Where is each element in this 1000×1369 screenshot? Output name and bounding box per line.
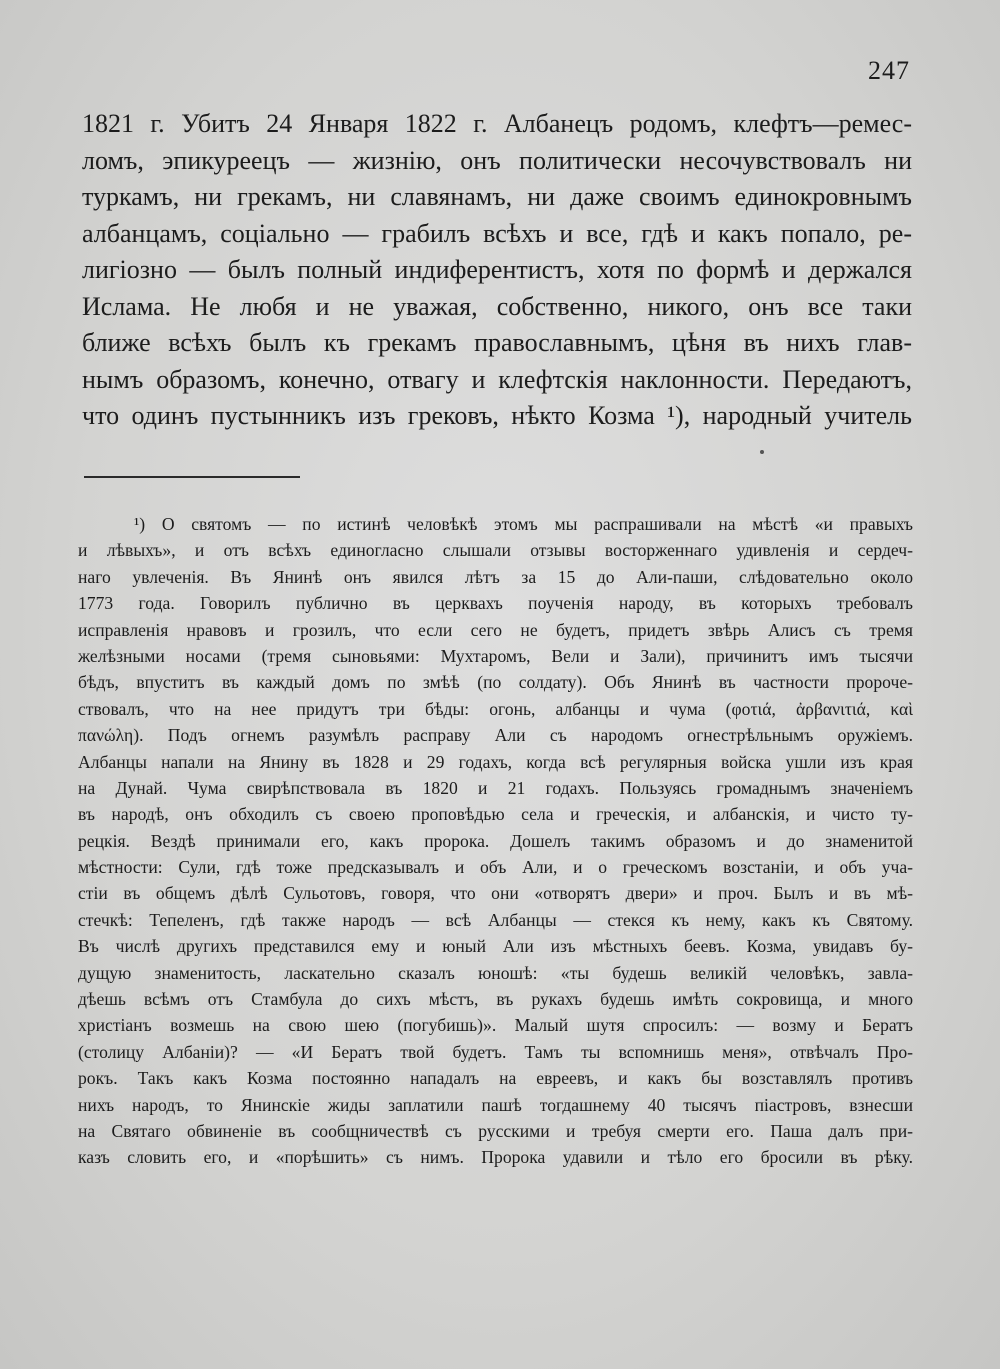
main-text-line: нымъ образомъ, конечно, отвагу и клефтскія наклонности. Передаютъ, (82, 364, 912, 394)
footnote-line: дѣешь всѣмъ отъ Стамбула до сихъ мѣстъ, въ рукахъ будешь имѣть сокровища, и много (78, 989, 913, 1010)
main-text-line: 1821 г. Убитъ 24 Января 1822 г. Албанецъ родомъ, клефтъ—ремес- (82, 109, 912, 138)
footnote-line: дущую знаменитость, ласкательно сказалъ юношѣ: «ты будешь великій человѣкъ, завла- (78, 962, 913, 983)
footnote-line: казъ словить его, и «порѣшить» съ нимъ. Пророка удавили и тѣло его бросили въ рѣку. (78, 1147, 913, 1168)
footnote-line: христіанъ возмешь на свою шею (погубишь)». Малый шутя спросилъ: — возму и Бератъ (78, 1015, 913, 1036)
footnote-line: (столицу Албаніи)? — «И Бератъ твой будетъ. Тамъ ты вспомнишь меня», отвѣчалъ Про- (78, 1041, 913, 1062)
main-text-line: албанцамъ, соціально — грабилъ всѣхъ и все, гдѣ и какъ попало, ре- (82, 218, 912, 248)
footnote-line: на Святаго обвиненіе въ сообщничествѣ съ русскими и требуя смерти его. Паша далъ при- (78, 1120, 913, 1141)
footnote-line: стечкѣ: Тепеленъ, гдѣ также народъ — всѣ Албанцы — стекся къ нему, какъ къ Святому. (78, 909, 913, 930)
main-text-line: ближе всѣхъ былъ къ грекамъ православнымъ, цѣня въ нихъ глав- (82, 328, 912, 357)
footnote-line: рокъ. Такъ какъ Козма постоянно нападалъ на евреевъ, и какъ бы возставлялъ противъ (78, 1068, 913, 1089)
main-text-line: Ислама. Не любя и не уважая, собственно, никого, онъ все таки (82, 291, 912, 321)
page-number: 247 (868, 56, 910, 85)
footnote-line: нихъ народъ, то Янинскіе жиды заплатили пашѣ тогдашнему 40 тысячъ піастровъ, взнесши (78, 1094, 913, 1115)
paper-speck (760, 450, 764, 454)
main-text-line: лигіозно — былъ полный индиферентистъ, хотя по формѣ и держался (82, 255, 912, 284)
footnote-line: πανώλη). Подъ огнемъ разумѣлъ расправу Али съ народомъ огнестрѣльнымъ оружіемъ. (78, 725, 913, 746)
footnote-line: мѣстности: Сули, гдѣ тоже предсказывалъ и объ Али, и о греческомъ возстаніи, и объ уча- (78, 857, 913, 878)
footnote-line: наго увлеченія. Въ Янинѣ онъ явился лѣтъ за 15 до Али-паши, слѣдовательно около (78, 566, 913, 587)
main-text-line: ломъ, эпикуреецъ — жизнію, онъ политически несочувствовалъ ни (82, 145, 912, 175)
main-text-line: что одинъ пустынникъ изъ грековъ, нѣкто Козма ¹), народный учитель (82, 401, 912, 430)
footnote-line: Въ числѣ другихъ представился ему и юный Али изъ мѣстныхъ беевъ. Козма, увидавъ бу- (78, 936, 913, 957)
footnote-line: 1773 года. Говорилъ публично въ церквахъ поученія народу, въ которыхъ требовалъ (78, 593, 913, 614)
footnote-line: въ народѣ, онъ обходилъ съ своею проповѣдью села и греческія, и албанскія, и чисто ту- (78, 804, 913, 825)
footnote-line: и лѣвыхъ», и отъ всѣхъ единогласно слышали отзывы восторженнаго удивленія и сердеч- (78, 540, 913, 561)
main-text-line: туркамъ, ни грекамъ, ни славянамъ, ни даже своимъ единокровнымъ (82, 182, 912, 211)
footnote-block (78, 511, 913, 1171)
main-text-block (82, 106, 912, 435)
footnote-line: желѣзными носами (тремя сыновьями: Мухтаромъ, Вели и Зали), причинитъ имъ тысячи (78, 645, 913, 666)
footnote-line: стіи въ общемъ дѣлѣ Сульотовъ, говоря, что они «отворятъ двери» и проч. Былъ и въ мѣ- (78, 883, 913, 904)
footnote-line: бѣдъ, впуститъ въ каждый домъ по змѣѣ (по солдату). Объ Янинѣ въ частности пророче- (78, 672, 913, 693)
footnote-line: ствовалъ, что на нее придутъ три бѣды: огонь, албанцы и чума (φοτιά, ἀρβανιτιά, καὶ (78, 698, 913, 719)
footnote-line: ¹) О святомъ — по истинѣ человѣкѣ этомъ мы распрашивали на мѣстѣ «и правыхъ (134, 514, 913, 534)
footnote-line: рецкія. Вездѣ принимали его, какъ пророка. Дошелъ такимъ образомъ и до знаменитой (78, 830, 913, 851)
footnote-line: исправленія нравовъ и грозилъ, что если сего не будетъ, придетъ звѣрь Алисъ съ тремя (78, 619, 913, 640)
footnote-line: на Дунай. Чума свирѣпствовала въ 1820 и 21 годахъ. Пользуясь громаднымъ значеніемъ (78, 777, 913, 798)
footnote-line: Албанцы напали на Янину въ 1828 и 29 годахъ, когда всѣ регулярныя войска ушли изъ края (78, 751, 913, 772)
footnote-separator-rule (84, 476, 300, 478)
